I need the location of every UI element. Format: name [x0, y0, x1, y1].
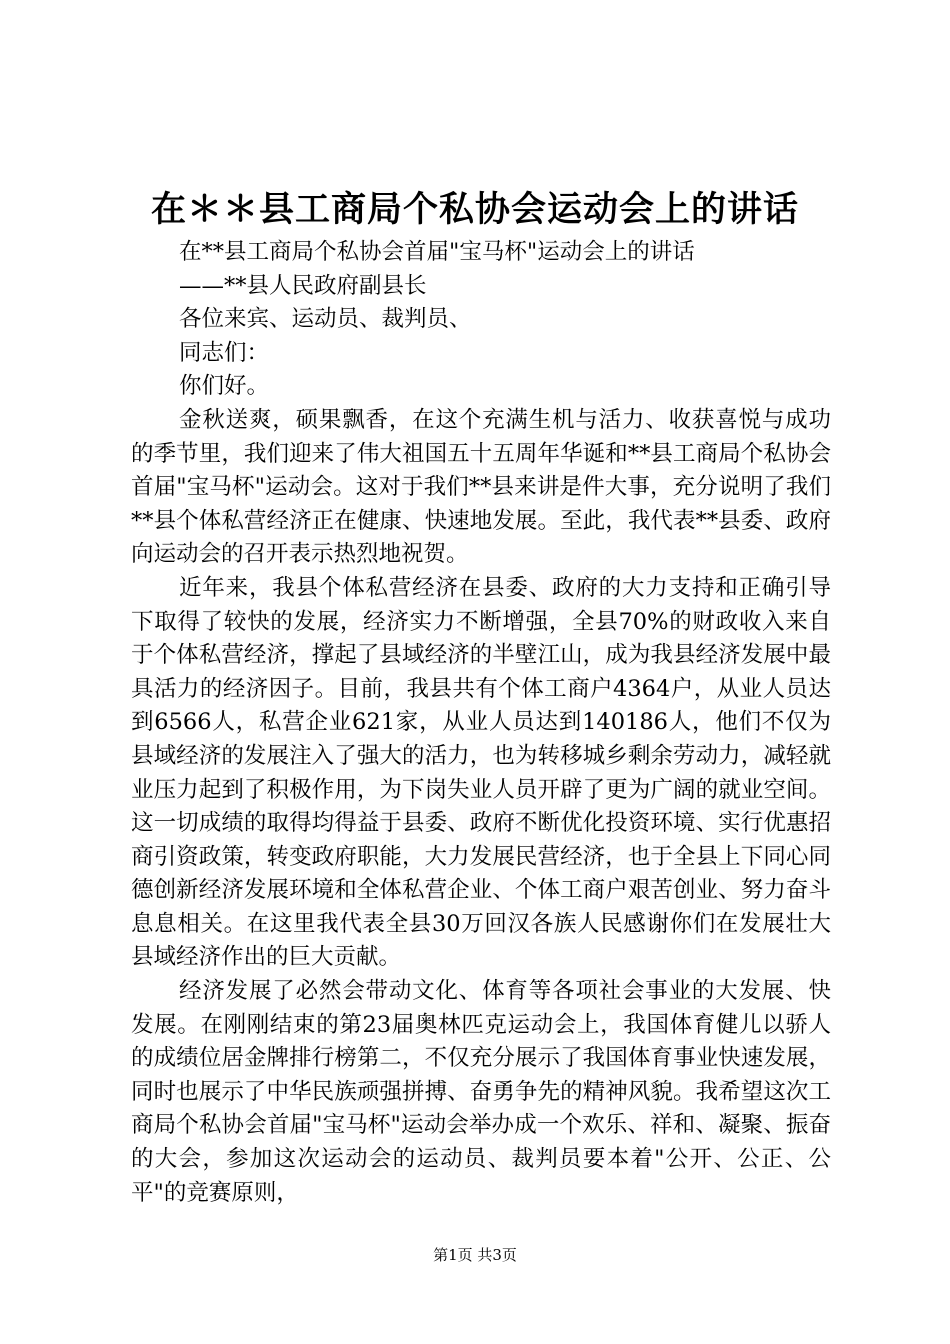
- greeting-line: 同志们：: [179, 339, 270, 366]
- document-title: 在＊＊县工商局个私协会运动会上的讲话: [150, 189, 799, 230]
- document-body: [131, 236, 831, 1210]
- paragraph: 近年来，我县个体私营经济在县委、政府的大力支持和正确引导下取得了较快的发展，经济实力不断增强，全县70%的财政收入来自于个体私营经济，撑起了县域经济的半壁江山，成为我县经济发展中最具活力的经济因子。目前，我县共有个体工商户4364户，从业人员达到6566人，私营企业621家，从业人员达到140186人，他们不仅为县域经济的发展注入了强大的活力，也为转移城乡剩余劳动力，减轻就业压力起到了积极作用，为下岗失业人员开辟了更为广阔的就业空间。这一切成绩的取得均得益于县委、政府不断优化投资环境、实行优惠招商引资政策，转变政府职能，大力发展民营经济，也于全县上下同心同德创新经济发展环境和全体私营企业、个体工商户艰苦创业、努力奋斗息息相关。在这里我代表全县30万回汉各族人民感谢你们在发展壮大县域经济作出的巨大贡献。: [131, 574, 831, 971]
- speaker-line: ——**县人民政府副县长: [179, 272, 427, 299]
- greeting-line: 各位来宾、运动员、裁判员、: [179, 306, 472, 333]
- paragraph: 经济发展了必然会带动文化、体育等各项社会事业的大发展、快发展。在刚刚结束的第23届奥林匹克运动会上，我国体育健儿以骄人的成绩位居金牌排行榜第二，不仅充分展示了我国体育事业快速发展，同时也展示了中华民族顽强拼搏、奋勇争先的精神风貌。我希望这次工商局个私协会首届"宝马杯"运动会举办成一个欢乐、祥和、凝聚、振奋的大会，参加这次运动会的运动员、裁判员要本着"公开、公正、公平"的竞赛原则，: [131, 978, 831, 1206]
- greeting-line: 你们好。: [179, 373, 270, 400]
- page-number: 第1页 共3页: [433, 1246, 517, 1264]
- speech-subtitle: 在**县工商局个私协会首届"宝马杯"运动会上的讲话: [179, 239, 695, 265]
- paragraph: 金秋送爽，硕果飘香，在这个充满生机与活力、收获喜悦与成功的季节里，我们迎来了伟大祖国五十五周年华诞和**县工商局个私协会首届"宝马杯"运动会。这对于我们**县来讲是件大事，充分说明了我们**县个体私营经济正在健康、快速地发展。至此，我代表**县委、政府向运动会的召开表示热烈地祝贺。: [131, 406, 831, 568]
